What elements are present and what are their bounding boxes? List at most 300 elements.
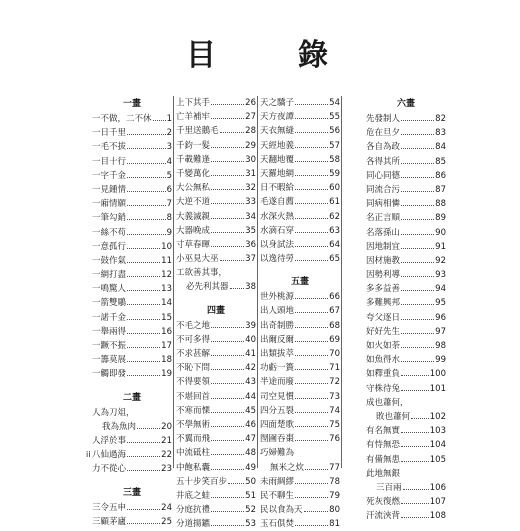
dot-leader: [401, 234, 434, 235]
toc-entry-title: 中流砥柱: [176, 448, 211, 459]
page-title: 目 錄: [186, 38, 354, 73]
toc-entry[interactable]: [92, 325, 172, 339]
toc-entry-title: 有恃無恐: [366, 440, 401, 451]
toc-entry-page: 92: [435, 255, 446, 266]
toc-entry[interactable]: [260, 252, 340, 266]
toc-entry-title: 一鼓作氣: [92, 255, 127, 266]
toc-entry-page: 79: [329, 490, 340, 501]
toc-entry-page: 22: [161, 450, 172, 461]
toc-entry-page: 74: [329, 405, 340, 416]
toc-entry[interactable]: [366, 268, 446, 282]
dot-leader: [401, 262, 434, 263]
dot-leader: [295, 232, 328, 233]
dot-leader: [401, 134, 434, 135]
dot-leader: [127, 191, 166, 192]
toc-entry[interactable]: [260, 224, 340, 238]
toc-entry-page: 104: [429, 440, 446, 451]
toc-entry[interactable]: [176, 110, 256, 124]
toc-entry[interactable]: [176, 195, 256, 209]
toc-entry[interactable]: [366, 453, 446, 467]
stroke-section-heading: 六畫: [396, 99, 415, 109]
toc-entry-page: 18: [161, 355, 172, 366]
toc-entry-page: 31: [245, 168, 256, 179]
dot-leader: [127, 442, 160, 443]
dot-leader: [401, 333, 434, 334]
toc-entry[interactable]: [176, 503, 256, 517]
toc-entry-title: 人浮於事: [92, 435, 127, 446]
toc-entry-title: 成也蕭何，: [366, 397, 409, 408]
dot-leader: [127, 375, 160, 376]
dot-leader: [401, 361, 434, 362]
stroke-section-heading: 一畫: [122, 99, 141, 109]
toc-entry-title: 一舉兩得: [92, 326, 127, 337]
toc-entry[interactable]: [176, 139, 256, 153]
toc-entry-page: 25: [161, 516, 172, 527]
toc-entry[interactable]: [260, 489, 340, 503]
toc-entry[interactable]: [366, 112, 446, 126]
dot-leader: [295, 355, 328, 356]
toc-entry[interactable]: [366, 495, 446, 509]
dot-leader: [295, 383, 328, 384]
toc-entry-title: 一不做，二不休: [92, 114, 152, 124]
toc-entry[interactable]: [260, 139, 340, 153]
toc-entry-page: 11: [161, 255, 172, 266]
toc-entry-page: 55: [329, 112, 340, 123]
toc-entry[interactable]: [92, 339, 172, 353]
toc-entry[interactable]: [366, 467, 446, 481]
toc-entry[interactable]: [176, 390, 256, 404]
toc-entry[interactable]: [366, 396, 446, 410]
toc-entry-title: 司空見慣: [260, 391, 295, 402]
toc-entry[interactable]: [176, 461, 256, 475]
toc-entry[interactable]: [176, 124, 256, 138]
toc-entry[interactable]: [176, 181, 256, 195]
toc-entry-page: 59: [329, 168, 340, 179]
toc-entry-page: 13: [161, 284, 172, 295]
toc-entry[interactable]: [260, 503, 340, 517]
toc-entry[interactable]: [176, 347, 256, 361]
toc-entry-title: 三百兩: [376, 482, 402, 493]
toc-entry[interactable]: [260, 446, 340, 460]
toc-entry-page: 96: [435, 312, 446, 323]
toc-entry[interactable]: [260, 181, 340, 195]
toc-entry-page: 102: [429, 411, 446, 422]
toc-entry-title: 毛遂自薦: [260, 197, 295, 208]
toc-entry[interactable]: [260, 517, 340, 531]
dot-leader: [211, 327, 244, 328]
toc-entry-title: 好好先生: [366, 326, 401, 337]
toc-entry-title: 此地無銀: [366, 468, 401, 479]
toc-entry-page: 26: [245, 98, 256, 108]
dot-leader: [401, 177, 434, 178]
toc-entry[interactable]: [260, 475, 340, 489]
toc-entry[interactable]: [176, 210, 256, 224]
toc-entry-title: 大器晚成: [176, 225, 211, 236]
toc-entry-page: 65: [329, 254, 340, 265]
toc-entry-title: 不毛之地: [176, 320, 211, 331]
toc-entry-page: 77: [329, 462, 340, 473]
toc-entry-page: 86: [435, 170, 446, 181]
toc-entry-page: 100: [429, 369, 446, 380]
toc-entry-page: 19: [161, 369, 172, 380]
toc-entry-title: 一廂情願: [92, 199, 127, 210]
toc-entry[interactable]: [260, 333, 340, 347]
toc-entry[interactable]: [366, 438, 446, 452]
toc-entry[interactable]: [92, 367, 172, 381]
toc-entry[interactable]: [92, 197, 172, 211]
toc-entry[interactable]: [92, 296, 172, 310]
toc-entry-page: 21: [161, 435, 172, 446]
toc-entry[interactable]: [366, 169, 446, 183]
toc-entry-title: 敗也蕭何: [376, 411, 411, 422]
toc-entry[interactable]: [260, 375, 340, 389]
toc-entry-title: 如魚得水: [366, 355, 401, 366]
toc-entry[interactable]: [92, 462, 172, 476]
toc-entry-page: 103: [429, 426, 446, 437]
toc-entry-page: 93: [435, 270, 446, 281]
toc-entry-title: 天翻地覆: [260, 154, 295, 165]
dot-leader: [211, 426, 244, 427]
dot-leader: [211, 218, 244, 219]
toc-entry-page: 54: [329, 98, 340, 108]
toc-entry[interactable]: [92, 268, 172, 282]
toc-entry[interactable]: [260, 461, 340, 475]
toc-entry-title: 名落孫山: [366, 227, 401, 238]
dot-leader: [127, 523, 160, 524]
toc-entry[interactable]: [366, 183, 446, 197]
toc-entry-page: 51: [245, 490, 256, 501]
dot-leader: [211, 147, 244, 148]
dot-leader: [401, 517, 429, 518]
toc-entry-page: 40: [245, 334, 256, 345]
dot-leader: [295, 341, 328, 342]
toc-entry[interactable]: [260, 110, 340, 124]
toc-entry[interactable]: [260, 347, 340, 361]
toc-entry[interactable]: [92, 420, 172, 434]
toc-entry[interactable]: [92, 448, 172, 462]
dot-leader: [295, 189, 328, 190]
toc-entry-page: 15: [161, 312, 172, 323]
toc-entry-title: 一諾千金: [92, 312, 127, 323]
toc-entry-page: 4: [166, 156, 172, 167]
toc-entry[interactable]: [366, 226, 446, 240]
toc-entry[interactable]: [366, 140, 446, 154]
toc-entry[interactable]: [260, 432, 340, 446]
dot-leader: [211, 398, 244, 399]
toc-entry-page: 72: [329, 377, 340, 388]
toc-entry-title: 一筆勾銷: [92, 213, 127, 224]
dot-leader: [127, 234, 166, 235]
toc-entry-title: 汗流浹背: [366, 511, 401, 522]
dot-leader: [211, 104, 244, 105]
dot-leader: [295, 161, 328, 162]
dot-leader: [127, 509, 160, 510]
toc-entry[interactable]: [176, 167, 256, 181]
toc-entry-page: 8: [166, 213, 172, 224]
toc-entry[interactable]: [366, 367, 446, 381]
dot-leader: [127, 361, 160, 362]
toc-entry-page: 73: [329, 391, 340, 402]
toc-entry-page: 39: [245, 320, 256, 331]
toc-entry[interactable]: [366, 240, 446, 254]
toc-entry-title: 一網打盡: [92, 270, 127, 281]
dot-leader: [220, 132, 245, 133]
toc-entry-title: 同心同德: [366, 170, 401, 181]
toc-entry-page: 53: [245, 519, 256, 530]
dot-leader: [211, 232, 244, 233]
toc-entry[interactable]: [260, 404, 340, 418]
toc-entry-title: 死灰復燃: [366, 497, 401, 508]
toc-entry-title: 一字千金: [92, 170, 127, 181]
toc-entry-title: 民不聊生: [260, 490, 295, 501]
toc-entry-title: 巧婦難為: [260, 448, 295, 459]
toc-entry-page: 5: [166, 170, 172, 181]
toc-entry[interactable]: [366, 410, 446, 424]
toc-entry[interactable]: [260, 390, 340, 404]
toc-entry[interactable]: [260, 167, 340, 181]
toc-entry[interactable]: [260, 96, 340, 110]
toc-entry[interactable]: [366, 155, 446, 169]
dot-leader: [127, 470, 160, 471]
dot-leader: [127, 163, 166, 164]
toc-entry[interactable]: [260, 195, 340, 209]
toc-entry[interactable]: [92, 155, 172, 169]
toc-entry-title: 有備無患: [366, 454, 401, 465]
toc-entry-title: 工欲善其事，: [176, 268, 228, 279]
toc-entry[interactable]: [366, 509, 446, 523]
toc-entry[interactable]: [366, 197, 446, 211]
toc-entry-title: 不得要領: [176, 377, 211, 388]
dot-leader: [295, 175, 328, 176]
dot-leader: [295, 298, 328, 299]
toc-entry-title: 各得其所: [366, 156, 401, 167]
toc-entry[interactable]: [366, 424, 446, 438]
dot-leader: [403, 489, 429, 490]
toc-entry-page: 32: [245, 183, 256, 194]
toc-entry-title: 先發制人: [366, 114, 401, 124]
toc-entry[interactable]: [92, 501, 172, 515]
toc-entry[interactable]: [92, 311, 172, 325]
toc-entry-title: 天羅地網: [260, 168, 295, 179]
toc-entry-page: 108: [429, 511, 446, 522]
toc-entry[interactable]: [366, 325, 446, 339]
toc-entry-page: 80: [329, 505, 340, 516]
toc-entry-page: 64: [329, 239, 340, 250]
toc-entry-page: 83: [435, 128, 446, 139]
dot-leader: [127, 219, 166, 220]
toc-entry-page: 62: [329, 211, 340, 222]
toc-entry-page: 35: [245, 225, 256, 236]
toc-entry-page: 3: [166, 142, 172, 153]
stroke-section-heading: 三畫: [122, 487, 141, 498]
dot-leader: [127, 347, 160, 348]
toc-entry-title: 亡羊補牢: [176, 112, 211, 123]
toc-entry[interactable]: [260, 290, 340, 304]
toc-entry[interactable]: [176, 475, 256, 489]
toc-entry-page: 63: [329, 225, 340, 236]
toc-entry[interactable]: [366, 296, 446, 310]
dot-leader: [401, 248, 434, 249]
toc-entry-title: 三顧茅廬: [92, 516, 127, 527]
toc-entry-page: 105: [429, 454, 446, 465]
toc-entry[interactable]: [92, 126, 172, 140]
toc-entry[interactable]: [366, 339, 446, 353]
toc-entry-title: 囫圇吞棗: [260, 434, 295, 445]
dot-leader: [211, 246, 244, 247]
dot-leader: [401, 446, 429, 447]
toc-entry[interactable]: [92, 406, 172, 420]
toc-entry-page: 56: [329, 126, 340, 137]
toc-entry-title: 三令五申: [92, 502, 127, 513]
toc-entry[interactable]: [92, 282, 172, 296]
toc-entry[interactable]: [260, 304, 340, 318]
toc-entry[interactable]: [92, 353, 172, 367]
dot-leader: [211, 203, 244, 204]
toc-entry[interactable]: [176, 361, 256, 375]
toc-entry-page: 66: [329, 292, 340, 303]
toc-entry-title: 一毛不拔: [92, 142, 127, 153]
toc-entry-title: 大逆不道: [176, 197, 211, 208]
toc-entry[interactable]: [92, 240, 172, 254]
toc-entry[interactable]: [92, 140, 172, 154]
dot-leader: [127, 148, 166, 149]
toc-entry-page: 27: [245, 112, 256, 123]
toc-entry[interactable]: [260, 238, 340, 252]
dot-leader: [295, 260, 328, 261]
toc-entry[interactable]: [176, 96, 256, 110]
toc-entry-page: 42: [245, 363, 256, 374]
toc-entry[interactable]: [176, 153, 256, 167]
toc-entry[interactable]: [176, 319, 256, 333]
toc-entry[interactable]: [366, 254, 446, 268]
toc-entry[interactable]: [366, 211, 446, 225]
column-divider: [257, 96, 258, 468]
dot-leader: [211, 383, 244, 384]
dot-leader: [401, 375, 429, 376]
toc-entry[interactable]: [260, 210, 340, 224]
toc-entry-title: 大義滅親: [176, 211, 211, 222]
toc-entry-title: 不堪回首: [176, 391, 211, 402]
dot-leader: [401, 290, 434, 291]
toc-entry[interactable]: [92, 211, 172, 225]
toc-entry[interactable]: [260, 319, 340, 333]
toc-entry-page: 30: [245, 154, 256, 165]
toc-entry[interactable]: [176, 418, 256, 432]
toc-entry[interactable]: [366, 282, 446, 296]
toc-entry-page: 50: [245, 476, 256, 487]
dot-leader: [401, 148, 434, 149]
toc-entry[interactable]: [92, 112, 172, 126]
dot-leader: [127, 205, 166, 206]
dot-leader: [127, 248, 160, 249]
toc-entry[interactable]: [366, 353, 446, 367]
toc-entry[interactable]: [176, 238, 256, 252]
toc-entry[interactable]: [176, 266, 256, 280]
toc-entry[interactable]: [92, 434, 172, 448]
toc-entry-page: 101: [429, 383, 446, 394]
toc-entry-page: 58: [329, 154, 340, 165]
toc-entry[interactable]: [260, 361, 340, 375]
dot-leader: [137, 428, 160, 429]
toc-entry-page: 17: [161, 341, 172, 351]
toc-entry[interactable]: [176, 489, 256, 503]
toc-entry-title: 一日千里: [92, 128, 127, 139]
toc-entry-page: 16: [161, 326, 172, 337]
toc-entry-title: 中飽私囊: [176, 462, 211, 473]
toc-entry-page: 14: [161, 298, 172, 309]
toc-entry-title: 多難興邦: [366, 298, 401, 309]
toc-entry[interactable]: [92, 515, 172, 529]
toc-entry-page: 49: [245, 462, 256, 473]
toc-entry-page: 43: [245, 377, 256, 388]
toc-entry[interactable]: [92, 169, 172, 183]
toc-entry[interactable]: [176, 280, 256, 294]
toc-entry-title: 天衣無縫: [260, 126, 295, 137]
toc-entry[interactable]: [176, 404, 256, 418]
toc-entry-title: 玉石俱焚: [260, 519, 295, 530]
dot-leader: [127, 276, 160, 277]
toc-entry[interactable]: [366, 126, 446, 140]
toc-entry-page: 70: [329, 349, 340, 359]
toc-entry[interactable]: [366, 481, 446, 495]
toc-entry-page: 61: [329, 197, 340, 208]
toc-entry-title: 不學無術: [176, 419, 211, 430]
toc-entry-title: 如火如荼: [366, 341, 401, 351]
toc-entry[interactable]: [92, 183, 172, 197]
section-gap: [260, 266, 340, 274]
dot-leader: [211, 497, 244, 498]
dot-leader: [401, 163, 434, 164]
toc-entry[interactable]: [176, 224, 256, 238]
toc-entry-page: 33: [245, 197, 256, 208]
dot-leader: [127, 456, 160, 457]
toc-entry-title: 天方夜譚: [260, 112, 295, 123]
toc-entry-page: 36: [245, 239, 256, 250]
toc-entry-title: 四面楚歌: [260, 419, 295, 430]
toc-entry-title: 水滴石穿: [260, 225, 295, 236]
toc-entry[interactable]: [366, 382, 446, 396]
toc-entry[interactable]: [92, 254, 172, 268]
toc-entry[interactable]: [260, 153, 340, 167]
dot-leader: [304, 511, 329, 512]
toc-entry-title: 一籌莫展: [92, 355, 127, 366]
toc-entry[interactable]: [92, 226, 172, 240]
toc-entry[interactable]: [176, 333, 256, 347]
toc-entry-title: 無米之炊: [270, 462, 305, 473]
toc-entry[interactable]: [260, 124, 340, 138]
toc-entry[interactable]: [176, 446, 256, 460]
page-number: ii: [86, 450, 91, 459]
toc-entry[interactable]: [366, 311, 446, 325]
toc-entry[interactable]: [176, 252, 256, 266]
toc-entry[interactable]: [176, 375, 256, 389]
section-gap: [176, 295, 256, 303]
toc-entry-page: 12: [161, 270, 172, 281]
toc-entry-title: 人為刀俎，: [92, 407, 135, 418]
toc-entry-title: 一意孤行: [92, 241, 127, 252]
toc-entry-page: 106: [429, 482, 446, 493]
toc-entry-page: 82: [435, 114, 446, 124]
toc-entry[interactable]: [176, 517, 256, 531]
dot-leader: [228, 483, 244, 484]
toc-entry-page: 47: [245, 434, 256, 445]
toc-entry-title: 以身試法: [260, 239, 295, 250]
toc-entry[interactable]: [260, 418, 340, 432]
dot-leader: [411, 418, 429, 419]
toc-entry[interactable]: [176, 432, 256, 446]
dot-leader: [211, 525, 244, 526]
toc-entry-page: 88: [435, 199, 446, 210]
